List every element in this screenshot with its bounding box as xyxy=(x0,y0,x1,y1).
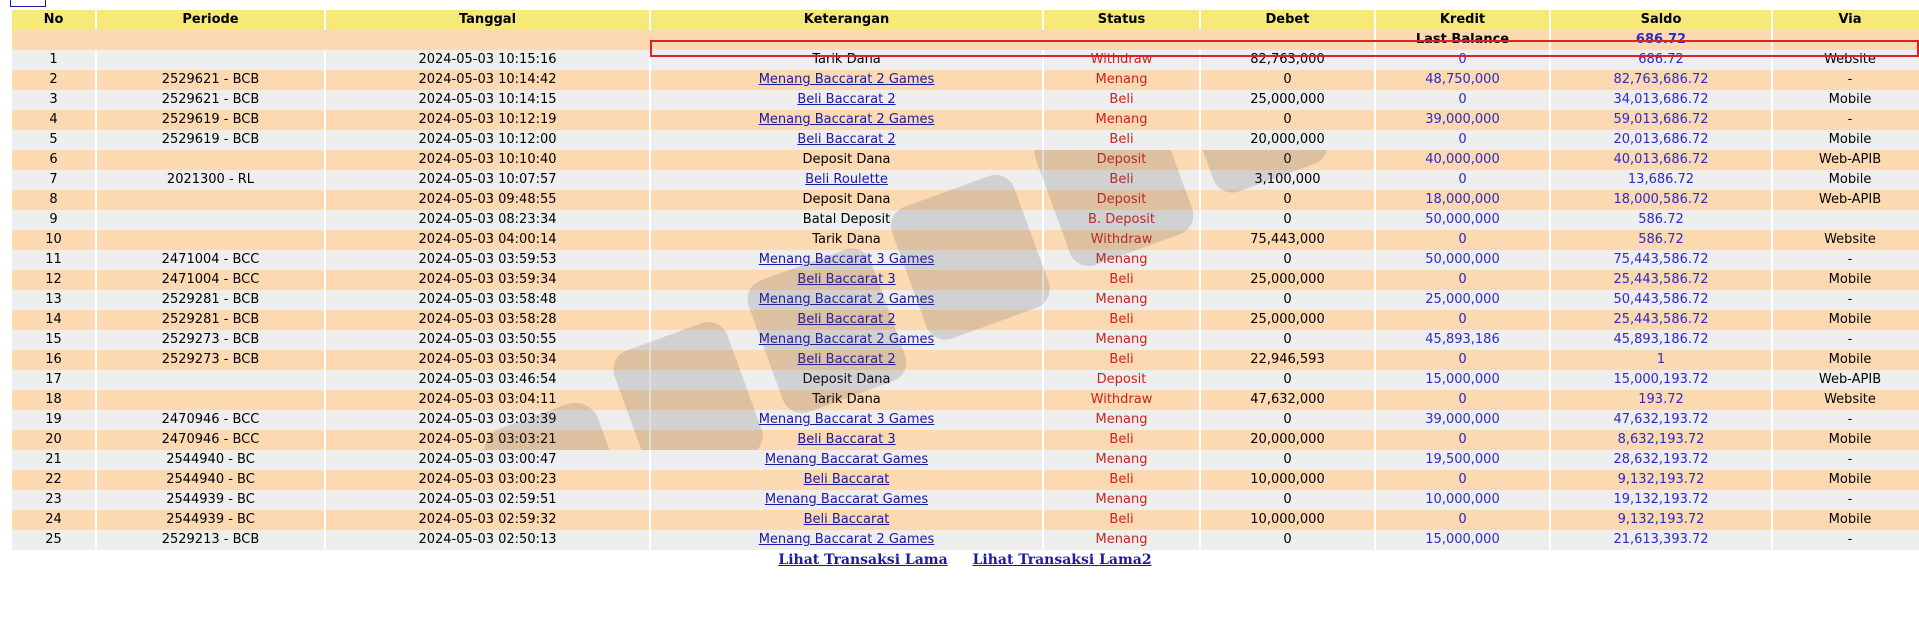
cell-keterangan[interactable] xyxy=(651,310,1042,330)
cell-via: Web-APIB xyxy=(1773,190,1919,210)
cell-periode xyxy=(97,370,324,390)
cell-saldo: 28,632,193.72 xyxy=(1551,450,1771,470)
cell-kredit: 40,000,000 xyxy=(1376,150,1549,170)
cell-kredit: 50,000,000 xyxy=(1376,250,1549,270)
transactions-container xyxy=(10,10,1919,568)
cell-keterangan[interactable] xyxy=(651,330,1042,350)
cell-no: 24 xyxy=(12,510,95,530)
cell-status: Beli xyxy=(1044,510,1199,530)
cell-via: Mobile xyxy=(1773,270,1919,290)
cell-via: Website xyxy=(1773,390,1919,410)
cell-saldo: 21,613,393.72 xyxy=(1551,530,1771,550)
cell-via: - xyxy=(1773,530,1919,550)
cell-via: Mobile xyxy=(1773,430,1919,450)
keterangan-link[interactable]: Beli Baccarat 3 xyxy=(797,432,896,447)
cell-via: Mobile xyxy=(1773,170,1919,190)
cell-no: 17 xyxy=(12,370,95,390)
keterangan-link[interactable]: Beli Roulette xyxy=(805,172,888,187)
keterangan-link[interactable]: Menang Baccarat 3 Games xyxy=(758,252,935,267)
cell-status: Menang xyxy=(1044,530,1199,550)
cell-no: 9 xyxy=(12,210,95,230)
top-button-stub[interactable] xyxy=(10,0,46,7)
cell-periode: 2471004 - BCC xyxy=(97,270,324,290)
table-header-row xyxy=(12,10,1919,30)
cell-tanggal: 2024-05-03 10:12:00 xyxy=(326,130,649,150)
cell-keterangan: Batal Deposit xyxy=(651,210,1042,230)
cell-keterangan: Tarik Dana xyxy=(651,230,1042,250)
col-header-debet: Debet xyxy=(1201,10,1374,30)
cell-tanggal: 2024-05-03 03:00:47 xyxy=(326,450,649,470)
cell-saldo: 686.72 xyxy=(1551,50,1771,70)
table-row xyxy=(12,450,1919,470)
table-row xyxy=(12,130,1919,150)
cell-status: Menang xyxy=(1044,410,1199,430)
cell-debet: 0 xyxy=(1201,70,1374,90)
cell-debet: 82,763,000 xyxy=(1201,50,1374,70)
table-row xyxy=(12,50,1919,70)
table-row xyxy=(12,190,1919,210)
cell-no: 13 xyxy=(12,290,95,310)
table-row xyxy=(12,170,1919,190)
col-header-saldo: Saldo xyxy=(1551,10,1771,30)
cell-debet: 25,000,000 xyxy=(1201,310,1374,330)
col-header-keterangan: Keterangan xyxy=(651,10,1042,30)
cell-keterangan[interactable] xyxy=(651,470,1042,490)
cell-status: Withdraw xyxy=(1044,230,1199,250)
cell-saldo: 19,132,193.72 xyxy=(1551,490,1771,510)
cell-kredit: 0 xyxy=(1376,390,1549,410)
table-row xyxy=(12,530,1919,550)
cell-debet: 10,000,000 xyxy=(1201,470,1374,490)
cell-periode: 2544940 - BC xyxy=(97,470,324,490)
cell-debet: 0 xyxy=(1201,110,1374,130)
cell-status: Withdraw xyxy=(1044,50,1199,70)
col-header-status: Status xyxy=(1044,10,1199,30)
cell-periode xyxy=(97,210,324,230)
cell-no: 6 xyxy=(12,150,95,170)
cell-kredit: 25,000,000 xyxy=(1376,290,1549,310)
cell-no: 3 xyxy=(12,90,95,110)
cell-status: Menang xyxy=(1044,490,1199,510)
keterangan-link[interactable]: Menang Baccarat 2 Games xyxy=(758,72,935,87)
cell-tanggal: 2024-05-03 10:14:42 xyxy=(326,70,649,90)
table-row xyxy=(12,410,1919,430)
cell-via: - xyxy=(1773,410,1919,430)
cell-periode: 2529273 - BCB xyxy=(97,330,324,350)
cell-status: Beli xyxy=(1044,170,1199,190)
cell-tanggal: 2024-05-03 08:23:34 xyxy=(326,210,649,230)
cell-via: Web-APIB xyxy=(1773,370,1919,390)
keterangan-link[interactable]: Menang Baccarat Games xyxy=(764,492,929,507)
cell-tanggal: 2024-05-03 02:59:51 xyxy=(326,490,649,510)
cell-tanggal: 2024-05-03 02:50:13 xyxy=(326,530,649,550)
cell-via: - xyxy=(1773,490,1919,510)
table-row xyxy=(12,330,1919,350)
cell-kredit: 0 xyxy=(1376,90,1549,110)
cell-via: - xyxy=(1773,70,1919,90)
table-row xyxy=(12,150,1919,170)
cell-debet: 22,946,593 xyxy=(1201,350,1374,370)
cell-no: 11 xyxy=(12,250,95,270)
table-row xyxy=(12,70,1919,90)
keterangan-link[interactable]: Beli Baccarat 2 xyxy=(797,92,896,107)
cell-no: 19 xyxy=(12,410,95,430)
keterangan-link[interactable]: Menang Baccarat 2 Games xyxy=(758,112,935,127)
cell-saldo: 82,763,686.72 xyxy=(1551,70,1771,90)
cell-kredit: 15,000,000 xyxy=(1376,370,1549,390)
table-row xyxy=(12,110,1919,130)
cell-no: 1 xyxy=(12,50,95,70)
cell-kredit: 0 xyxy=(1376,130,1549,150)
cell-keterangan[interactable] xyxy=(651,430,1042,450)
cell-keterangan[interactable] xyxy=(651,110,1042,130)
cell-status: Menang xyxy=(1044,110,1199,130)
cell-debet: 0 xyxy=(1201,190,1374,210)
cell-kredit: 0 xyxy=(1376,270,1549,290)
cell-saldo: 13,686.72 xyxy=(1551,170,1771,190)
cell-saldo: 9,132,193.72 xyxy=(1551,470,1771,490)
cell-periode: 2529281 - BCB xyxy=(97,310,324,330)
cell-status: Beli xyxy=(1044,350,1199,370)
cell-kredit: 19,500,000 xyxy=(1376,450,1549,470)
cell-debet: 0 xyxy=(1201,290,1374,310)
cell-periode: 2529281 - BCB xyxy=(97,290,324,310)
cell-periode: 2544939 - BC xyxy=(97,510,324,530)
last-balance-row xyxy=(12,30,1919,50)
cell-no: 8 xyxy=(12,190,95,210)
cell-tanggal: 2024-05-03 03:58:28 xyxy=(326,310,649,330)
cell-saldo: 20,013,686.72 xyxy=(1551,130,1771,150)
cell-keterangan[interactable] xyxy=(651,410,1042,430)
cell-keterangan: Deposit Dana xyxy=(651,150,1042,170)
cell-no: 16 xyxy=(12,350,95,370)
cell-status: Withdraw xyxy=(1044,390,1199,410)
cell-kredit: 45,893,186 xyxy=(1376,330,1549,350)
table-row xyxy=(12,350,1919,370)
cell-status: Menang xyxy=(1044,330,1199,350)
table-row xyxy=(12,250,1919,270)
cell-kredit: 0 xyxy=(1376,50,1549,70)
cell-via: Website xyxy=(1773,230,1919,250)
last-balance-label: Last Balance xyxy=(1376,30,1549,50)
cell-periode: 2471004 - BCC xyxy=(97,250,324,270)
keterangan-link[interactable]: Beli Baccarat 2 xyxy=(797,312,896,327)
table-row xyxy=(12,90,1919,110)
cell-tanggal: 2024-05-03 03:50:34 xyxy=(326,350,649,370)
cell-periode xyxy=(97,150,324,170)
cell-keterangan[interactable] xyxy=(651,270,1042,290)
cell-no: 22 xyxy=(12,470,95,490)
cell-kredit: 0 xyxy=(1376,350,1549,370)
cell-periode xyxy=(97,230,324,250)
cell-no: 12 xyxy=(12,270,95,290)
cell-saldo: 15,000,193.72 xyxy=(1551,370,1771,390)
cell-kredit: 10,000,000 xyxy=(1376,490,1549,510)
table-row xyxy=(12,510,1919,530)
table-row xyxy=(12,470,1919,490)
cell-via: Mobile xyxy=(1773,130,1919,150)
cell-via: Mobile xyxy=(1773,510,1919,530)
keterangan-link[interactable]: Menang Baccarat 2 Games xyxy=(758,292,935,307)
keterangan-link[interactable]: Menang Baccarat 3 Games xyxy=(758,412,935,427)
cell-saldo: 25,443,586.72 xyxy=(1551,310,1771,330)
cell-tanggal: 2024-05-03 03:50:55 xyxy=(326,330,649,350)
cell-kredit: 15,000,000 xyxy=(1376,530,1549,550)
cell-via: - xyxy=(1773,110,1919,130)
cell-status: Deposit xyxy=(1044,370,1199,390)
cell-tanggal: 2024-05-03 03:59:34 xyxy=(326,270,649,290)
cell-keterangan[interactable] xyxy=(651,250,1042,270)
cell-tanggal: 2024-05-03 10:15:16 xyxy=(326,50,649,70)
cell-debet: 0 xyxy=(1201,450,1374,470)
cell-saldo: 47,632,193.72 xyxy=(1551,410,1771,430)
cell-no: 2 xyxy=(12,70,95,90)
cell-keterangan[interactable] xyxy=(651,350,1042,370)
cell-kredit: 0 xyxy=(1376,310,1549,330)
table-row xyxy=(12,210,1919,230)
cell-saldo: 1 xyxy=(1551,350,1771,370)
cell-debet: 25,000,000 xyxy=(1201,270,1374,290)
cell-keterangan[interactable] xyxy=(651,490,1042,510)
table-row xyxy=(12,390,1919,410)
cell-debet: 10,000,000 xyxy=(1201,510,1374,530)
cell-tanggal: 2024-05-03 10:14:15 xyxy=(326,90,649,110)
cell-status: Beli xyxy=(1044,130,1199,150)
cell-saldo: 586.72 xyxy=(1551,210,1771,230)
table-row xyxy=(12,370,1919,390)
cell-tanggal: 2024-05-03 10:07:57 xyxy=(326,170,649,190)
cell-status: Beli xyxy=(1044,270,1199,290)
cell-periode: 2544939 - BC xyxy=(97,490,324,510)
table-row xyxy=(12,430,1919,450)
cell-no: 25 xyxy=(12,530,95,550)
cell-via xyxy=(1773,210,1919,230)
cell-via: Website xyxy=(1773,50,1919,70)
cell-tanggal: 2024-05-03 03:03:39 xyxy=(326,410,649,430)
cell-periode xyxy=(97,390,324,410)
cell-kredit: 39,000,000 xyxy=(1376,110,1549,130)
cell-debet: 25,000,000 xyxy=(1201,90,1374,110)
cell-no: 7 xyxy=(12,170,95,190)
cell-no: 4 xyxy=(12,110,95,130)
cell-saldo: 40,013,686.72 xyxy=(1551,150,1771,170)
cell-no: 5 xyxy=(12,130,95,150)
cell-keterangan[interactable] xyxy=(651,130,1042,150)
cell-keterangan[interactable] xyxy=(651,290,1042,310)
cell-via: Mobile xyxy=(1773,310,1919,330)
cell-kredit: 50,000,000 xyxy=(1376,210,1549,230)
cell-status: B. Deposit xyxy=(1044,210,1199,230)
transaction-table xyxy=(10,10,1919,550)
cell-saldo: 8,632,193.72 xyxy=(1551,430,1771,450)
cell-no: 10 xyxy=(12,230,95,250)
cell-kredit: 39,000,000 xyxy=(1376,410,1549,430)
cell-saldo: 193.72 xyxy=(1551,390,1771,410)
cell-tanggal: 2024-05-03 03:58:48 xyxy=(326,290,649,310)
last-balance-value: 686.72 xyxy=(1551,30,1771,50)
keterangan-link[interactable]: Menang Baccarat 2 Games xyxy=(758,532,935,547)
cell-status: Menang xyxy=(1044,290,1199,310)
old-transactions-2-link[interactable]: Lihat Transaksi Lama2 xyxy=(972,552,1152,568)
col-header-tanggal: Tanggal xyxy=(326,10,649,30)
cell-no: 21 xyxy=(12,450,95,470)
cell-periode: 2529621 - BCB xyxy=(97,90,324,110)
cell-saldo: 9,132,193.72 xyxy=(1551,510,1771,530)
cell-debet: 0 xyxy=(1201,530,1374,550)
cell-tanggal: 2024-05-03 03:03:21 xyxy=(326,430,649,450)
cell-periode: 2529619 - BCB xyxy=(97,110,324,130)
cell-keterangan[interactable] xyxy=(651,530,1042,550)
cell-keterangan: Deposit Dana xyxy=(651,370,1042,390)
col-header-via: Via xyxy=(1773,10,1919,30)
cell-debet: 3,100,000 xyxy=(1201,170,1374,190)
cell-no: 23 xyxy=(12,490,95,510)
cell-via: - xyxy=(1773,450,1919,470)
cell-saldo: 18,000,586.72 xyxy=(1551,190,1771,210)
cell-periode: 2470946 - BCC xyxy=(97,410,324,430)
cell-tanggal: 2024-05-03 03:00:23 xyxy=(326,470,649,490)
col-header-no: No xyxy=(12,10,95,30)
cell-debet: 0 xyxy=(1201,330,1374,350)
keterangan-link[interactable]: Menang Baccarat 2 Games xyxy=(758,332,935,347)
keterangan-link[interactable]: Menang Baccarat Games xyxy=(764,452,929,467)
cell-periode xyxy=(97,50,324,70)
cell-periode: 2021300 - RL xyxy=(97,170,324,190)
cell-kredit: 48,750,000 xyxy=(1376,70,1549,90)
keterangan-link[interactable]: Beli Baccarat 3 xyxy=(797,272,896,287)
cell-via: - xyxy=(1773,250,1919,270)
cell-kredit: 18,000,000 xyxy=(1376,190,1549,210)
cell-tanggal: 2024-05-03 02:59:32 xyxy=(326,510,649,530)
cell-no: 15 xyxy=(12,330,95,350)
cell-status: Menang xyxy=(1044,450,1199,470)
cell-periode: 2529619 - BCB xyxy=(97,130,324,150)
cell-debet: 0 xyxy=(1201,210,1374,230)
cell-saldo: 45,893,186.72 xyxy=(1551,330,1771,350)
cell-status: Beli xyxy=(1044,310,1199,330)
cell-status: Beli xyxy=(1044,90,1199,110)
cell-status: Menang xyxy=(1044,70,1199,90)
cell-debet: 0 xyxy=(1201,150,1374,170)
cell-debet: 0 xyxy=(1201,490,1374,510)
cell-kredit: 0 xyxy=(1376,430,1549,450)
table-row xyxy=(12,290,1919,310)
keterangan-link[interactable]: Beli Baccarat xyxy=(803,472,890,487)
cell-status: Deposit xyxy=(1044,190,1199,210)
cell-saldo: 75,443,586.72 xyxy=(1551,250,1771,270)
table-row xyxy=(12,310,1919,330)
cell-saldo: 59,013,686.72 xyxy=(1551,110,1771,130)
cell-kredit: 0 xyxy=(1376,170,1549,190)
col-header-kredit: Kredit xyxy=(1376,10,1549,30)
cell-keterangan[interactable] xyxy=(651,90,1042,110)
cell-via: - xyxy=(1773,290,1919,310)
cell-periode: 2529213 - BCB xyxy=(97,530,324,550)
cell-status: Beli xyxy=(1044,430,1199,450)
cell-tanggal: 2024-05-03 03:46:54 xyxy=(326,370,649,390)
cell-periode xyxy=(97,190,324,210)
cell-via: Mobile xyxy=(1773,350,1919,370)
keterangan-link[interactable]: Beli Baccarat 2 xyxy=(797,132,896,147)
cell-keterangan[interactable] xyxy=(651,510,1042,530)
cell-tanggal: 2024-05-03 09:48:55 xyxy=(326,190,649,210)
cell-saldo: 25,443,586.72 xyxy=(1551,270,1771,290)
cell-via: Mobile xyxy=(1773,90,1919,110)
table-row xyxy=(12,270,1919,290)
cell-no: 14 xyxy=(12,310,95,330)
cell-periode: 2529273 - BCB xyxy=(97,350,324,370)
cell-tanggal: 2024-05-03 10:12:19 xyxy=(326,110,649,130)
old-transactions-link[interactable]: Lihat Transaksi Lama xyxy=(778,552,948,568)
cell-keterangan[interactable] xyxy=(651,450,1042,470)
cell-debet: 0 xyxy=(1201,410,1374,430)
cell-debet: 0 xyxy=(1201,370,1374,390)
cell-via: Web-APIB xyxy=(1773,150,1919,170)
cell-periode: 2470946 - BCC xyxy=(97,430,324,450)
cell-keterangan: Tarik Dana xyxy=(651,50,1042,70)
cell-status: Deposit xyxy=(1044,150,1199,170)
cell-keterangan: Tarik Dana xyxy=(651,390,1042,410)
cell-debet: 47,632,000 xyxy=(1201,390,1374,410)
cell-keterangan[interactable] xyxy=(651,70,1042,90)
cell-debet: 0 xyxy=(1201,250,1374,270)
cell-no: 20 xyxy=(12,430,95,450)
table-row xyxy=(12,490,1919,510)
cell-tanggal: 2024-05-03 04:00:14 xyxy=(326,230,649,250)
cell-keterangan: Deposit Dana xyxy=(651,190,1042,210)
footer-links xyxy=(10,552,1919,568)
cell-kredit: 0 xyxy=(1376,510,1549,530)
keterangan-link[interactable]: Beli Baccarat 2 xyxy=(797,352,896,367)
cell-via: - xyxy=(1773,330,1919,350)
cell-periode: 2529621 - BCB xyxy=(97,70,324,90)
cell-periode: 2544940 - BC xyxy=(97,450,324,470)
cell-tanggal: 2024-05-03 03:59:53 xyxy=(326,250,649,270)
cell-tanggal: 2024-05-03 10:10:40 xyxy=(326,150,649,170)
table-row xyxy=(12,230,1919,250)
cell-status: Menang xyxy=(1044,250,1199,270)
cell-no: 18 xyxy=(12,390,95,410)
cell-via: Mobile xyxy=(1773,470,1919,490)
col-header-periode: Periode xyxy=(97,10,324,30)
cell-tanggal: 2024-05-03 03:04:11 xyxy=(326,390,649,410)
cell-saldo: 50,443,586.72 xyxy=(1551,290,1771,310)
keterangan-link[interactable]: Beli Baccarat xyxy=(803,512,890,527)
cell-debet: 20,000,000 xyxy=(1201,430,1374,450)
cell-debet: 20,000,000 xyxy=(1201,130,1374,150)
cell-debet: 75,443,000 xyxy=(1201,230,1374,250)
cell-kredit: 0 xyxy=(1376,470,1549,490)
cell-saldo: 34,013,686.72 xyxy=(1551,90,1771,110)
cell-keterangan[interactable] xyxy=(651,170,1042,190)
cell-saldo: 586.72 xyxy=(1551,230,1771,250)
cell-kredit: 0 xyxy=(1376,230,1549,250)
cell-status: Beli xyxy=(1044,470,1199,490)
